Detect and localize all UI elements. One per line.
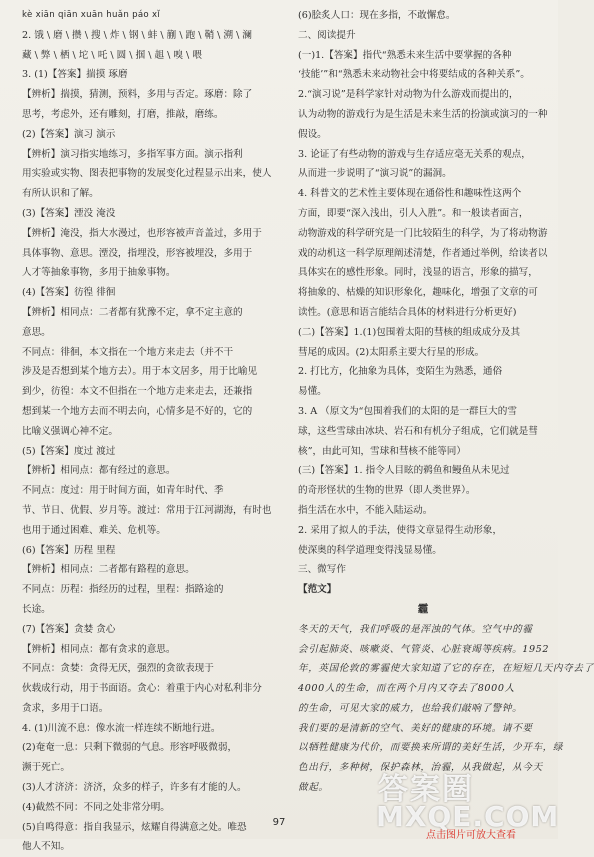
right-column-line: 戏的动机这一科学原理阐述清楚，作者通过举例，给读者以 <box>298 247 548 259</box>
right-column-line: (一)1.【答案】指代“熟悉未来生活中要掌握的各种 <box>298 49 512 61</box>
right-column-line: 的奇形怪状的生物的世界（即人类世界）。 <box>298 485 476 497</box>
right-column-line: 指生活在水中，不能入陆运动。 <box>298 504 433 516</box>
left-column-line: 【辨析】相同点：都有经过的意思。 <box>22 465 176 477</box>
left-column-line: (7)【答案】贪婪 贪心 <box>22 623 116 635</box>
right-column-line: 3. A （原文为“包围着我们的太阳的是一群巨大的雪 <box>298 405 517 417</box>
left-column-line: (4)截然不同：不同之处非常分明。 <box>22 801 170 813</box>
left-column-line: 用实验或实物、图表把事物的发展变化过程显示出来，使人 <box>22 168 272 180</box>
left-column-line: 长途。 <box>22 603 51 615</box>
left-column-line: (5)【答案】度过 渡过 <box>22 445 116 457</box>
left-column-line: (5)自鸣得意：指自我显示，炫耀自得满意之处。唯恐 <box>22 821 247 833</box>
left-column-line: 他人不知。 <box>22 841 70 853</box>
right-column-line: 球，这些雪球由冰块、岩石和有机分子组成，它们就是彗 <box>298 425 538 437</box>
right-column-line: 从而进一步说明了“演习说”的漏洞。 <box>298 168 452 180</box>
left-column-line: (4)【答案】彷徨 徘徊 <box>22 287 116 299</box>
left-column-line: (3)人才济济：济济，众多的样子，许多有才能的人。 <box>22 782 247 794</box>
left-column-line: 不同点：徘徊，本文指在一个地方来走去（并不干 <box>22 346 234 358</box>
left-column-line: 具体事物、意思。湮没，指埋没，形容被埋没，多用于 <box>22 247 253 259</box>
right-column <box>298 6 594 798</box>
zoom-hint[interactable]: 点击图片可放大查看 <box>426 830 516 841</box>
left-column-line: 节、节日、优假、岁月等。渡过：常用于江河湖海，有时也 <box>22 504 272 516</box>
right-column-line: 以牺牲健康为代价，而要换来所谓的美好生活，少开车，绿 <box>298 742 564 754</box>
right-column-line: 我们要的是清新的空气、美好的健康的环境。请不要 <box>298 722 533 734</box>
left-column-line: 贪求，多用于口语。 <box>22 702 109 714</box>
left-column-line: 有所认识和了解。 <box>22 188 99 200</box>
right-column-line: 认为动物的游戏行为是生活是未来生活的扮演或演习的一种 <box>298 108 548 120</box>
right-column-line: 色出行，多种树，保护森林，治霾，从我做起，从今天 <box>298 762 543 774</box>
right-column-line: 冬天的天气，我们呼吸的是浑浊的气体。空气中的霾 <box>298 623 533 635</box>
right-column-line: (三)【答案】1. 指令人目眩的鹈鱼和鳗鱼从未见过 <box>298 465 510 477</box>
right-column-line: 将抽象的、枯燥的知识形象化，趣味化，增强了文章的可 <box>298 287 538 299</box>
watermark-en: MXQE.COM <box>376 800 560 833</box>
left-column-line: 人才等抽象事物，多用于抽象事物。 <box>22 267 176 279</box>
left-column-line: 比喻义强调心神不定。 <box>22 425 118 437</box>
right-column-line: 彗尾的成因。(2)太阳系主要大行星的形成。 <box>298 346 485 358</box>
right-column-line: 3. 论证了有些动物的游戏与生存适应毫无关系的观点， <box>298 148 531 160</box>
left-column-line: 濒于死亡。 <box>22 762 70 774</box>
right-column-line: 使深奥的科学道理变得浅显易懂。 <box>298 544 442 556</box>
left-column-line: (6)【答案】历程 里程 <box>22 544 116 556</box>
left-column-line: 思考，考虑外，还有雕刻，打磨，推敲，磨练。 <box>22 108 224 120</box>
page-number: 97 <box>272 817 286 828</box>
left-column-line: 【辨析】淹没，指大水漫过，也形容被声音盖过，多用于 <box>22 227 262 239</box>
left-column-line: 【辨析】相同点：二者都有犹豫不定，拿不定主意的 <box>22 306 243 318</box>
watermark-cn: 答案圈 <box>378 772 474 807</box>
left-column <box>22 6 280 857</box>
left-column-line: 也用于通过困难、难关、危机等。 <box>22 524 166 536</box>
left-column-line: (2)【答案】演习 演示 <box>22 128 116 140</box>
right-column-line: 年，英国伦敦的雾霾使大家知道了它的存在，在短短几天内夺去了 <box>298 663 594 675</box>
right-column-line: 2. 采用了拟人的手法，使得文章显得生动形象， <box>298 524 503 536</box>
right-column-line: ‘技能’”和“熟悉未来动物社会中将要结成的各种关系”。 <box>298 69 530 81</box>
right-column-line: 具体实在的感性形象。同时，浅显的语言，形象的描写， <box>298 267 538 279</box>
right-column-line: 做起。 <box>298 782 329 794</box>
right-column-line: 【范文】 <box>298 584 337 596</box>
right-column-line: 核”，由此可知，雪球和彗核不能等同） <box>298 445 466 457</box>
right-column-line: 2.“演习说”是科学家针对动物为什么游戏而提出的， <box>298 89 519 101</box>
left-column-line: 【辨析】揣摸，猜测，预料，多用与否定。琢磨：除了 <box>22 89 253 101</box>
right-column-line: 的生命，可见大家的威力，也给我们敲响了警钟。 <box>298 702 523 714</box>
left-column-line: 到少，彷徨：本文不但指在一个地方走来走去，还兼指 <box>22 386 253 398</box>
left-column-line: 2. 饿 \ 磨 \ 攒 \ 搜 \ 炸 \ 钢 \ 蚌 \ 蒯 \ 跑 \ 鞘 \ 溯 \ 澜 <box>22 29 252 41</box>
right-column-line: 4000人的生命，而在两个月内又夺去了8000人 <box>298 683 515 695</box>
right-column-line: 假设。 <box>298 128 327 140</box>
left-column-line: 不同点：历程：指经历的过程，里程：指路途的 <box>22 584 224 596</box>
left-column-line: 4. (1)川流不息：像水流一样连续不断地行进。 <box>22 722 221 734</box>
right-column-line: 二、阅读提升 <box>298 29 356 41</box>
left-column-line: 想到某一个地方去而不明去向，心情多是不好的，它的 <box>22 405 253 417</box>
right-column-line: 方面，即要“深入浅出，引人入胜”。和一般读者面言， <box>298 207 529 219</box>
left-column-line: 不同点：度过：用于时间方面，如青年时代、季 <box>22 485 224 497</box>
left-column-line: 意思。 <box>22 326 51 338</box>
left-column-line: 不同点：贪婪：贪得无厌，强烈的贪欲表现于 <box>22 663 214 675</box>
right-column-line: (二)【答案】1.(1)包围着太阳的彗核的组成成分及其 <box>298 326 521 338</box>
left-column-line: 【辨析】演习指实地练习，多指军事方面。演示指利 <box>22 148 243 160</box>
left-column-line: 3. (1)【答案】揣摸 琢磨 <box>22 69 128 81</box>
right-column-line: 霾 <box>417 602 429 615</box>
right-column-line: (6)脍炙人口：现在多指，不敢懈怠。 <box>298 10 456 21</box>
left-column-line: (2)奄奄一息：只剩下微弱的气息。形容呼吸微弱， <box>22 742 238 754</box>
left-column-line: 涉及是否想到某个地方去）。用于本文居多，用于比喻见 <box>22 366 258 378</box>
right-column-line: 4. 科普文的艺术性主要体现在通俗性和趣味性这两个 <box>298 188 522 200</box>
left-column-line: (3)【答案】湮没 淹没 <box>22 207 116 219</box>
right-column-line: 2. 打比方，化抽象为具体，变陌生为熟悉，通俗 <box>298 366 503 378</box>
right-column-line: 会引起肺炎、咳嗽炎、气管炎、心脏衰竭等疾病。1952 <box>298 643 550 655</box>
left-column-line: 【辨析】相同点：都有贪求的意思。 <box>22 643 176 655</box>
left-column-line: 【辨析】相同点：二者都有路程的意思。 <box>22 564 195 576</box>
right-column-line: 易懂。 <box>298 386 327 398</box>
left-column-line: kè xiān qiān xuān huǎn páo xǐ <box>22 10 161 20</box>
right-column-line: 读性。(意思和语言能结合具体的材料进行分析更好) <box>298 306 517 318</box>
left-column-line: 伙载成行动，用于书面语。贪心：着重于内心对私利非分 <box>22 683 262 695</box>
right-column-line: 动物游戏的科学研究是一门比较陌生的科学，为了将动物游 <box>298 227 548 239</box>
left-column-line: 藏 \ 弊 \ 栖 \ 坨 \ 吒 \ 圆 \ 掴 \ 趄 \ 嗅 \ 喂 <box>22 49 202 61</box>
right-column-line: 三、微写作 <box>298 564 346 576</box>
